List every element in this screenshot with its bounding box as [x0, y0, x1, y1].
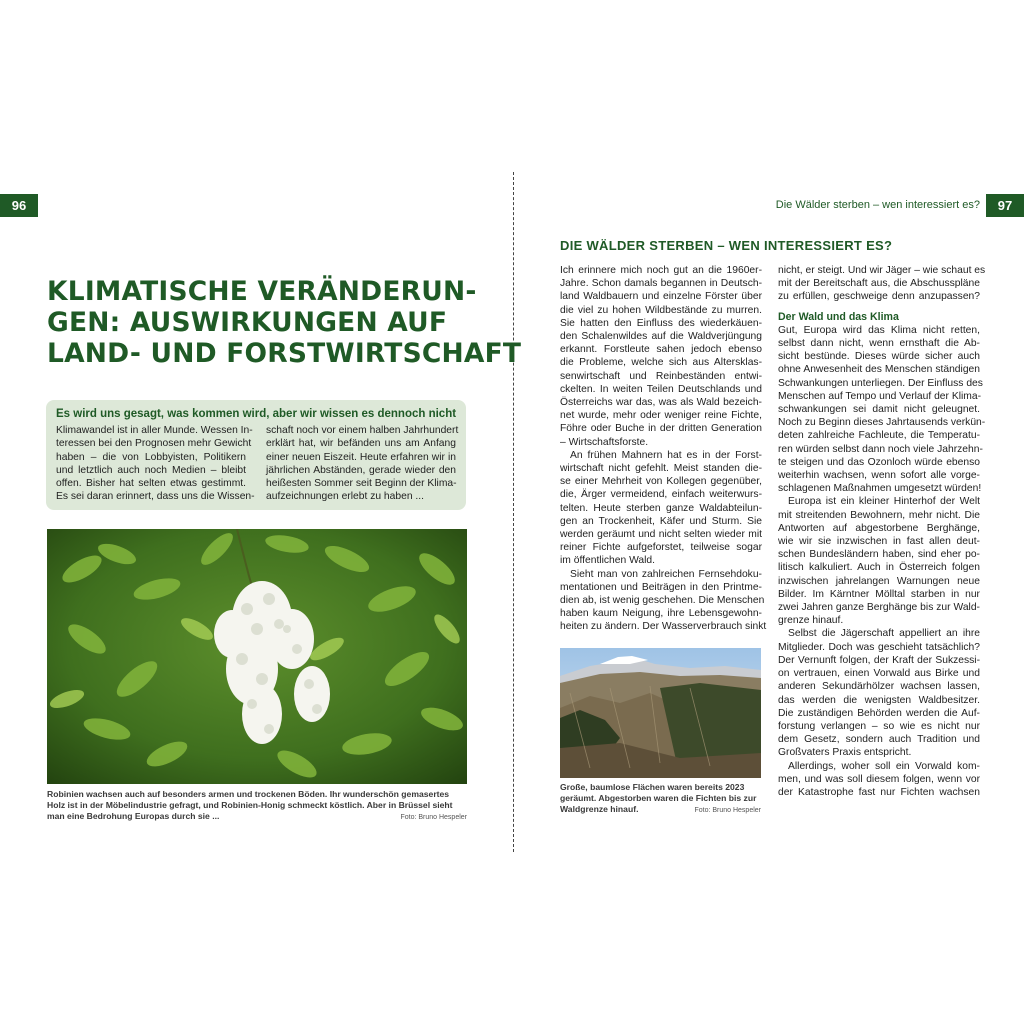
chapter-title-line: LAND- UND FORSTWIRTSCHAFT [47, 338, 522, 369]
text-line: grenze hinauf. [778, 615, 844, 627]
paragraph [778, 627, 980, 759]
text-line: jährlichen Abständen, gerade wieder den [266, 464, 456, 476]
running-head: Die Wälder sterben – wen interessiert es? [775, 199, 980, 211]
caption-line: Holz ist in der Möbelindustrie gefragt, und Robinien-Honig schmeckt köstlich. Aber in Brüssel sieht [47, 800, 453, 810]
text-line: den Schalenwildes auf die Waldverjüngung [560, 331, 762, 343]
text-line: mentationen und Beiträgen in den Printme- [560, 581, 762, 593]
text-line: ckelten. In weiten Teilen Deutschlands und [560, 383, 762, 395]
paragraph [560, 264, 762, 449]
subheading: Der Wald und das Klima [778, 310, 899, 323]
caption-line: geräumt. Abgestorben waren die Fichten bis zur [560, 793, 757, 803]
text-line: wirtschaft nicht gefehlt. Meist standen die- [560, 463, 762, 475]
text-line: dem Gesetz, sondern auch Tradition und [778, 734, 980, 746]
robinia-photo-caption [47, 789, 467, 823]
text-line: schen Bundesländern haben, sind eher po- [778, 549, 980, 561]
text-line: forstung verlangen – so wie es nicht nur [778, 720, 980, 732]
text-line: Österreichs war das, was als Wald bezeich- [560, 397, 762, 409]
section-heading: DIE WÄLDER STERBEN – WEN INTERESSIERT ES? [560, 238, 893, 253]
text-line: on vertrauen, einen Vorwald aus Birke und [778, 668, 980, 680]
text-line: inzwischen jahrelangen Warnungen neue [778, 575, 980, 587]
text-line: mit streitenden Bewohnern, mehr nicht. Die [778, 509, 980, 521]
info-box [46, 400, 466, 510]
text-line: telten. Heute sterben ganze Waldabteilun- [560, 502, 762, 514]
text-line: aufzeichnungen erlebt zu haben ... [266, 491, 425, 503]
text-line: selbst dann nicht, wenn ernsthaft die Ab- [778, 338, 980, 350]
text-line: zwei Jahren ganze Berghänge bis zur Wald- [778, 602, 980, 614]
text-column-middle [560, 264, 767, 634]
text-line: Sie hatten den Einfluss des wiederkäuen- [560, 317, 762, 329]
text-line: net wurde, mehr oder weniger reine Fichte, [560, 410, 762, 422]
paragraph [778, 495, 980, 627]
info-box-heading: Es wird uns gesagt, was kommen wird, aber wir wissen es dennoch nicht [56, 408, 457, 420]
chapter-title-line: GEN: AUSWIRKUNGEN AUF [47, 307, 448, 338]
text-line: Antworten auf abgestorbene Berghänge, [778, 522, 980, 534]
paragraph [778, 760, 980, 800]
text-line: deten zahlreiche Fachleute, die Temperatu- [778, 430, 980, 442]
text-line: Noch zu Beginn dieses Jahrtausends verkün- [778, 417, 986, 429]
text-line: die viel zu hohen Wildbestände zu murren. [560, 304, 762, 316]
dead-forest-valley-photo [560, 648, 761, 778]
text-line: gen an Trockenheit, Käfer und Sturm. Sie [560, 515, 762, 527]
text-line: offen. Bisher hat selten etwas gestimmt. [56, 478, 246, 490]
text-line: Europa ist ein kleiner Hinterhof der Welt [788, 496, 980, 508]
text-line: reiner Fichte aufgeforstet, teilweise sogar [560, 542, 762, 554]
text-line: ren würden selbst dann noch viele Jahrzehn- [778, 443, 983, 455]
text-line: dien ab, ist wenig geschehen. Die Menschen [560, 595, 765, 607]
text-line: te steigen und das Ozonloch würde ebenso [778, 456, 980, 468]
text-line: haben kaum Neigung, ihre Lebensgewohn- [560, 608, 762, 620]
info-box-column-1 [56, 424, 255, 504]
text-line: An frühen Mahnern hat es in der Forst- [570, 449, 762, 461]
text-line: Der Vernunft folgen, der Kraft der Sukzessi- [778, 654, 980, 666]
text-line: im öffentlichen Wald. [560, 555, 656, 567]
text-line: Mitglieder. Doch was geschieht tatsächlich? [778, 641, 980, 653]
caption-line: Waldgrenze hinauf. [560, 804, 639, 814]
caption-line: man eine Bedrohung Europas durch sie ... [47, 811, 220, 821]
text-line: erklärt hat, wir befänden uns am Anfang [266, 438, 456, 450]
text-line: schwankungen sei damit nicht geleugnet. [778, 404, 980, 416]
text-line: erkannt. Forstleute sahen jedoch ebenso [560, 344, 762, 356]
paragraph [560, 568, 767, 634]
caption-line: Große, baumlose Flächen waren bereits 2023 [560, 782, 745, 792]
text-line: heiten zu ändern. Der Wasserverbrauch sinkt [560, 621, 767, 633]
text-line: – Wirtschaftsforste. [560, 436, 649, 448]
chapter-title [47, 276, 522, 369]
text-line: werden geräumt und nicht selten wieder mit [560, 529, 762, 541]
text-line: Es sei daran erinnert, dass uns die Wissen- [56, 491, 255, 503]
text-line: zu erfüllen, geschweige denn anzupassen? [778, 291, 980, 303]
text-line: mit der Bereitschaft aus, die Abschusspläne [778, 278, 980, 290]
chapter-title-line: KLIMATISCHE VERÄNDERUN- [47, 276, 477, 307]
text-line: ohne Anwesenheit des Menschen ständigen [778, 364, 980, 376]
valley-photo-caption [560, 782, 761, 816]
caption-line: Robinien wachsen auch auf besonders armen und trockenen Böden. Ihr wunderschön gemasertes [47, 789, 450, 799]
text-line: Großvaters Praxis entspricht. [778, 747, 912, 759]
text-line: Sieht man von zahlreichen Fernsehdoku- [570, 568, 762, 580]
text-line: und letztlich auch noch Medien – bleibt [56, 464, 246, 476]
text-line: land Waldbauern und einzelne Förster über [560, 291, 762, 303]
text-line: senwirtschaft und Reinbeständen entwi- [560, 370, 762, 382]
paragraph [778, 264, 986, 304]
text-line: weiterhin wachsen, wenn sofort alle vorge- [778, 470, 980, 482]
page-number-right: 97 [986, 194, 1024, 217]
text-line: Ich erinnere mich noch gut an die 1960er- [560, 265, 762, 276]
robinia-blossom-photo [47, 529, 467, 784]
page-gutter-divider [513, 172, 514, 852]
text-line: schaft noch vor einem halben Jahrhundert [266, 425, 459, 436]
text-line: Die zuständigen Behörden werden die Auf- [778, 707, 980, 719]
text-line: Jahre. Schon damals begannen in Deutsch- [560, 278, 762, 290]
text-line: Schwankungen unterliegen. Der Einfluss des [778, 377, 983, 389]
text-line: wie wir sie inzwischen in fast allen deut- [778, 536, 980, 548]
text-line: die Probleme, welche sich aus Altersklas- [560, 357, 762, 369]
text-line: einer neuen Eiszeit. Heute erfahren wir in [266, 451, 456, 463]
paragraph [778, 324, 986, 496]
text-line: Selbst die Jägerschaft appelliert an ihre [788, 628, 980, 640]
photo-credit: Foto: Bruno Hespeler [400, 814, 467, 821]
text-line: schlagenen Maßnahmen umgesetzt würden! [778, 483, 982, 495]
text-line: Klimawandel ist in aller Munde. Wessen In- [56, 425, 253, 436]
info-box-column-2 [266, 424, 459, 504]
text-column-right [778, 264, 986, 799]
text-line: haben – die von Lobbyisten, Politikern [56, 451, 246, 463]
text-line: Bilder. Im Kärntner Mölltal starben in nur [778, 588, 980, 600]
text-line: teressen bei den Prognosen mehr Gewicht [56, 438, 252, 450]
text-line: Föhre oder Buche in der dritten Generation [560, 423, 762, 435]
text-line: der Katastrophe fast nur Fichten wachsen [778, 786, 980, 798]
text-line: die, Ärger vermeidend, einfach weiterwurs- [560, 489, 762, 501]
photo-credit: Foto: Bruno Hespeler [694, 807, 761, 814]
paragraph [560, 449, 762, 568]
text-line: sicht bestünde. Dieses würde sicher auch [778, 351, 980, 363]
text-line: Gut, Europa wird das Klima nicht retten, [778, 324, 980, 336]
text-line: heißesten Sommer seit Beginn der Klima- [266, 478, 457, 490]
text-line: se einer Mehrheit von Kollegen gegenüber, [560, 476, 762, 488]
text-line: Menschen auf Tempo und Verlauf der Klima- [778, 390, 982, 402]
text-line: litisch kalkuliert. Auch in Österreich folgen [778, 562, 980, 574]
text-line: anderen Sekundärhölzer wachsen lassen, [778, 681, 980, 693]
page-number-left: 96 [0, 194, 38, 217]
text-line: men, und was soll diesem folgen, wenn vor [778, 773, 980, 785]
text-line: nicht, er steigt. Und wir Jäger – wie schaut es [778, 265, 986, 276]
text-line: Allerdings, woher soll ein Vorwald kom- [788, 760, 980, 772]
text-line: das werden die wenigsten Waldbesitzer. [778, 694, 980, 706]
